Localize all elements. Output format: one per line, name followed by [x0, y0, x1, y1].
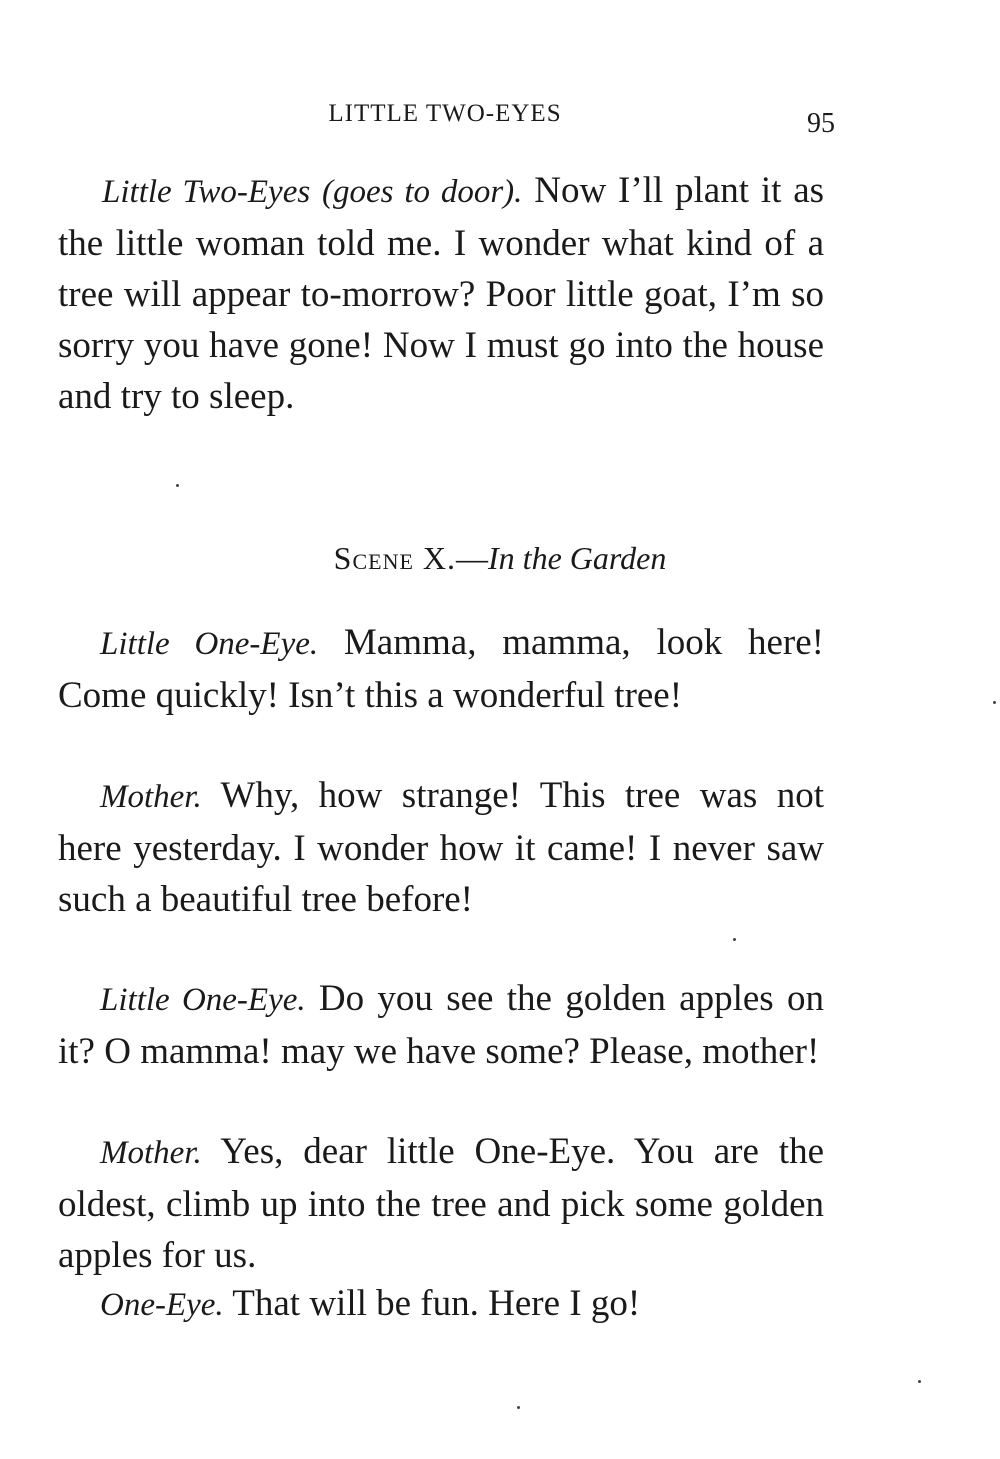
scene-dash: —: [456, 540, 489, 576]
speaker-name: Little One-Eye.: [100, 982, 306, 1018]
dialogue-text: Yes, dear little One-Eye. You are the oldest, climb up into the tree and pick some golden apples for us.: [58, 1131, 824, 1276]
scene-label: Scene X.: [333, 540, 457, 576]
scene-heading: [0, 540, 1000, 577]
speaker-name: Little Two-Eyes: [102, 174, 311, 210]
paper-speck: [176, 484, 179, 487]
dialogue-text: Now I’ll plant it as the little woman told me. I wonder what kind of a tree will appear to-morrow? Poor little goat, I’m so sorry you have gone! Now I must go into the house and try to sleep.: [58, 170, 825, 417]
dialogue-text: That will be fun. Here I go!: [232, 1283, 641, 1324]
dialogue-text: Mamma, mamma, look here! Come quickly! Isn’t this a wonderful tree!: [58, 622, 824, 716]
dialogue-text: Do you see the golden apples on it? O mamma! may we have some? Please, mother!: [58, 978, 824, 1072]
paper-speck: [993, 701, 996, 704]
dialogue-text: Why, how strange! This tree was not here yesterday. I wonder how it came! I never saw such a beautiful tree before!: [58, 775, 824, 920]
dialogue-paragraph: [58, 1126, 824, 1281]
speaker-name: Mother.: [100, 779, 202, 815]
speaker-name: One-Eye.: [100, 1287, 224, 1323]
page-number: 95: [807, 108, 835, 139]
scene-place: In the Garden: [488, 540, 667, 576]
stage-direction: (goes to door).: [322, 174, 523, 210]
dialogue-paragraph: [58, 770, 824, 925]
paper-speck: [517, 1406, 520, 1409]
dialogue-paragraph: [58, 1278, 824, 1331]
dialogue-paragraph: [58, 165, 824, 422]
running-head: [0, 100, 1000, 140]
running-title: LITTLE TWO-EYES: [328, 100, 562, 127]
speaker-name: Little One-Eye.: [100, 626, 319, 662]
dialogue-paragraph: [58, 973, 824, 1077]
paper-speck: [918, 1380, 921, 1383]
paper-speck: [733, 938, 736, 941]
dialogue-paragraph: [58, 617, 824, 721]
speaker-name: Mother.: [100, 1135, 202, 1171]
